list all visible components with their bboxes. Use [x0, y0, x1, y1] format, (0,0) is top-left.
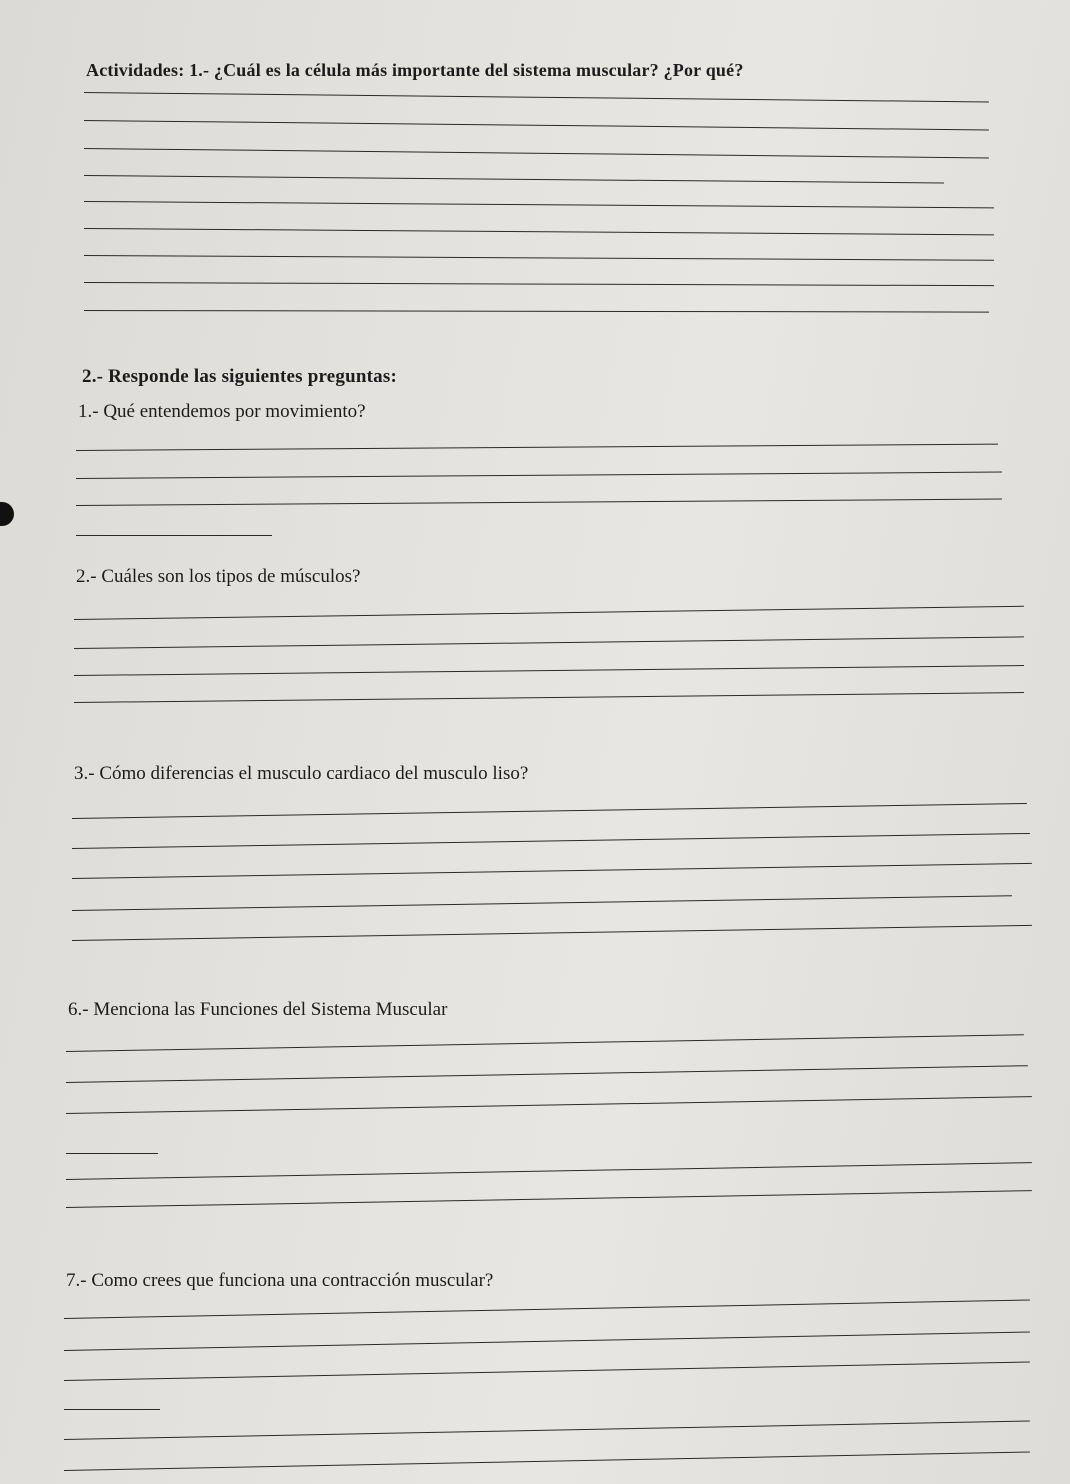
answer-line: [64, 1299, 1030, 1319]
question-6: 6.- Menciona las Funciones del Sistema Muscular: [68, 999, 448, 1020]
answer-line: [64, 1420, 1030, 1440]
edge-shadow: [0, 502, 14, 526]
question-1: 1.- Qué entendemos por movimiento?: [78, 401, 366, 422]
answer-line: [84, 310, 989, 313]
answer-line: [66, 1153, 158, 1154]
answer-line: [64, 1409, 160, 1410]
answer-line: [74, 636, 1024, 649]
answer-line: [66, 1190, 1032, 1208]
answer-line: [76, 444, 998, 451]
answer-line: [76, 535, 272, 536]
answer-line: [74, 665, 1024, 676]
section-2-heading: 2.- Responde las siguientes preguntas:: [82, 366, 397, 387]
answer-line: [74, 606, 1024, 620]
answer-line: [72, 833, 1030, 849]
answer-line: [66, 1096, 1032, 1114]
question-3: 3.- Cómo diferencias el musculo cardiaco del musculo liso?: [74, 763, 529, 784]
answer-line: [84, 228, 994, 235]
answer-line: [84, 282, 994, 286]
question-7: 7.- Como crees que funciona una contracción muscular?: [66, 1270, 494, 1291]
answer-line: [84, 175, 944, 184]
answer-line: [74, 692, 1024, 703]
answer-line: [72, 925, 1032, 941]
answer-line: [64, 1361, 1030, 1381]
answer-line: [84, 255, 994, 261]
answer-line: [84, 148, 989, 158]
answer-line: [66, 1162, 1032, 1180]
activity-title: Actividades: 1.- ¿Cuál es la célula más importante del sistema muscular? ¿Por qué?: [86, 60, 744, 80]
answer-line: [66, 1034, 1024, 1052]
answer-line: [72, 803, 1027, 819]
answer-line: [84, 120, 989, 130]
answer-line: [72, 863, 1032, 879]
answer-line: [84, 92, 989, 102]
answer-line: [84, 201, 994, 208]
answer-line: [64, 1331, 1030, 1351]
question-2: 2.- Cuáles son los tipos de músculos?: [76, 566, 361, 587]
answer-line: [66, 1065, 1028, 1083]
answer-line: [64, 1451, 1030, 1471]
answer-line: [76, 499, 1002, 506]
answer-line: [72, 895, 1012, 911]
answer-line: [76, 472, 1002, 479]
